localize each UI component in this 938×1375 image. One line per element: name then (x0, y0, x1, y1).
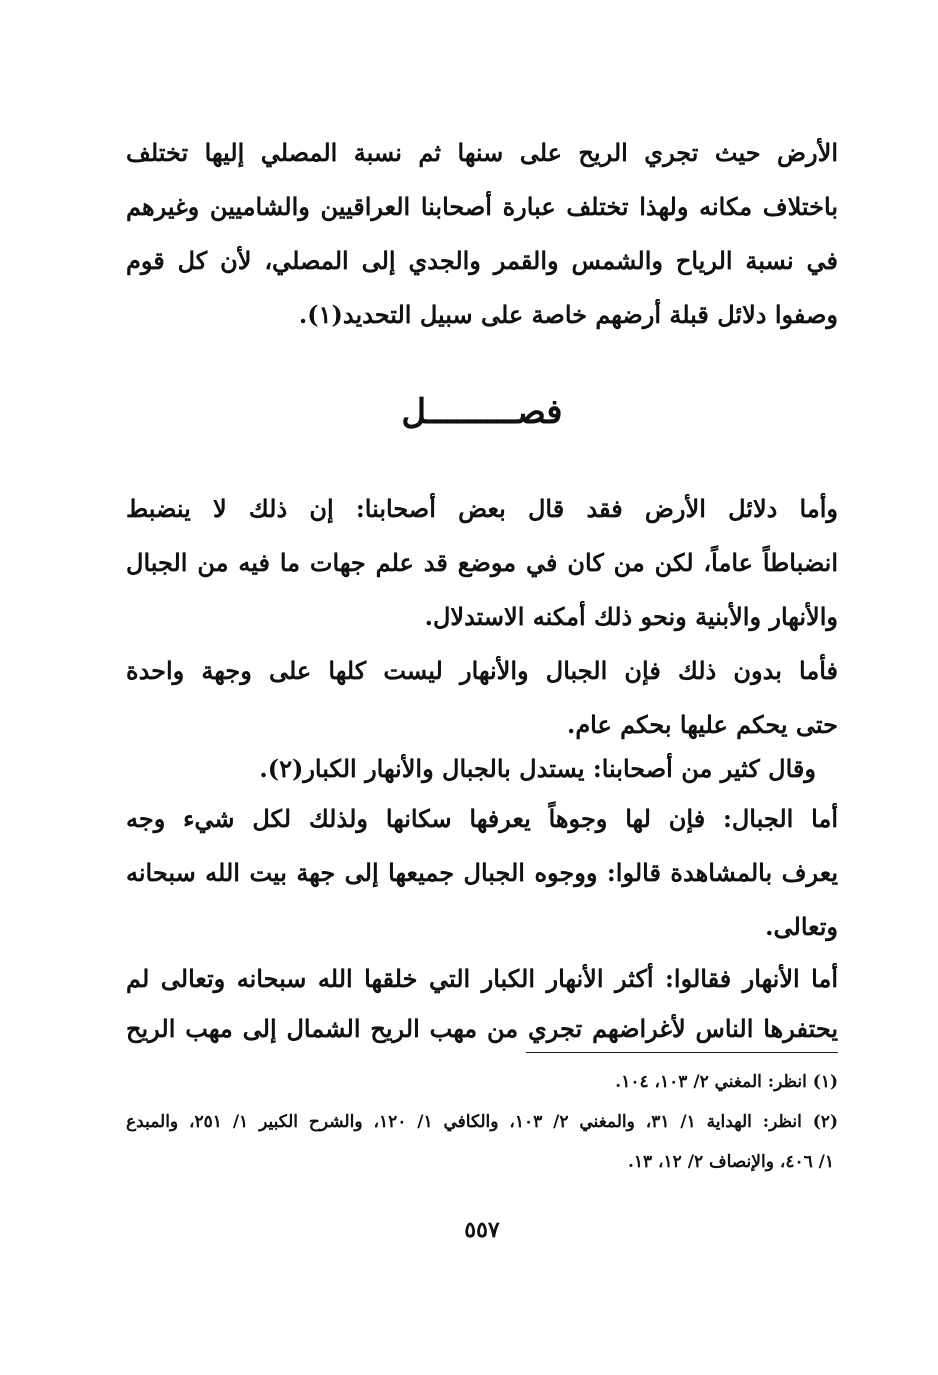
paragraph-line: أما الأنهار فقالوا: أكثر الأنهار الكبار التي خلقها الله سبحانه وتعالى لم (126, 964, 838, 993)
paragraph-line: يحتفرها الناس لأغراضهم تجري من مهب الريح الشمال إلى مهب الريح (126, 1014, 839, 1043)
paragraph-line: أما الجبال: فإن لها وجوهاً يعرفها سكانها ولذلك لكل شيء وجه (126, 804, 838, 833)
paragraph-line: وصفوا دلائل قبلة أرضهم خاصة على سبيل التحديد(١). (298, 300, 838, 329)
footnote: (٢) انظر: الهداية ١/ ٣١، والمغني ٢/ ١٠٣، والكافي ١/ ١٢٠، والشرح الكبير ١/ ٢٥١، والمبدع (126, 1112, 838, 1132)
paragraph-line: وقال كثير من أصحابنا: يستدل بالجبال والأنهار الكبار(٢). (259, 754, 816, 783)
section-heading: فصـــــــــل (401, 392, 563, 432)
paragraph-line: في نسبة الرياح والشمس والقمر والجدي إلى المصلي، لأن كل قوم (126, 246, 838, 275)
paragraph-line: وأما دلائل الأرض فقد قال بعض أصحابنا: إن ذلك لا ينضبط (126, 494, 838, 523)
footnote-separator (526, 1052, 838, 1053)
paragraph-line: انضباطاً عاماً، لكن من كان في موضع قد علم جهات ما فيه من الجبال (126, 548, 838, 577)
paragraph-line: فأما بدون ذلك فإن الجبال والأنهار ليست كلها على وجهة واحدة (126, 656, 838, 685)
paragraph-line: يعرف بالمشاهدة قالوا: ووجوه الجبال جميعها إلى جهة بيت الله سبحانه (126, 858, 839, 887)
paragraph-line: الأرض حيث تجري الريح على سنها ثم نسبة المصلي إليها تختلف (126, 138, 838, 167)
paragraph-line: والأنهار والأبنية ونحو ذلك أمكنه الاستدلال. (424, 602, 838, 631)
paragraph-line: وتعالى. (765, 912, 838, 941)
footnote: (١) انظر: المغني ٢/ ١٠٣، ١٠٤. (615, 1072, 838, 1092)
paragraph-line: باختلاف مكانه ولهذا تختلف عبارة أصحابنا العراقيين والشاميين وغيرهم (126, 192, 838, 221)
page-number: ٥٥٧ (464, 1217, 500, 1243)
paragraph-line: حتى يحكم عليها بحكم عام. (566, 710, 838, 739)
footnote: ١/ ٤٠٦، والإنصاف ٢/ ١٢، ١٣. (627, 1152, 834, 1172)
